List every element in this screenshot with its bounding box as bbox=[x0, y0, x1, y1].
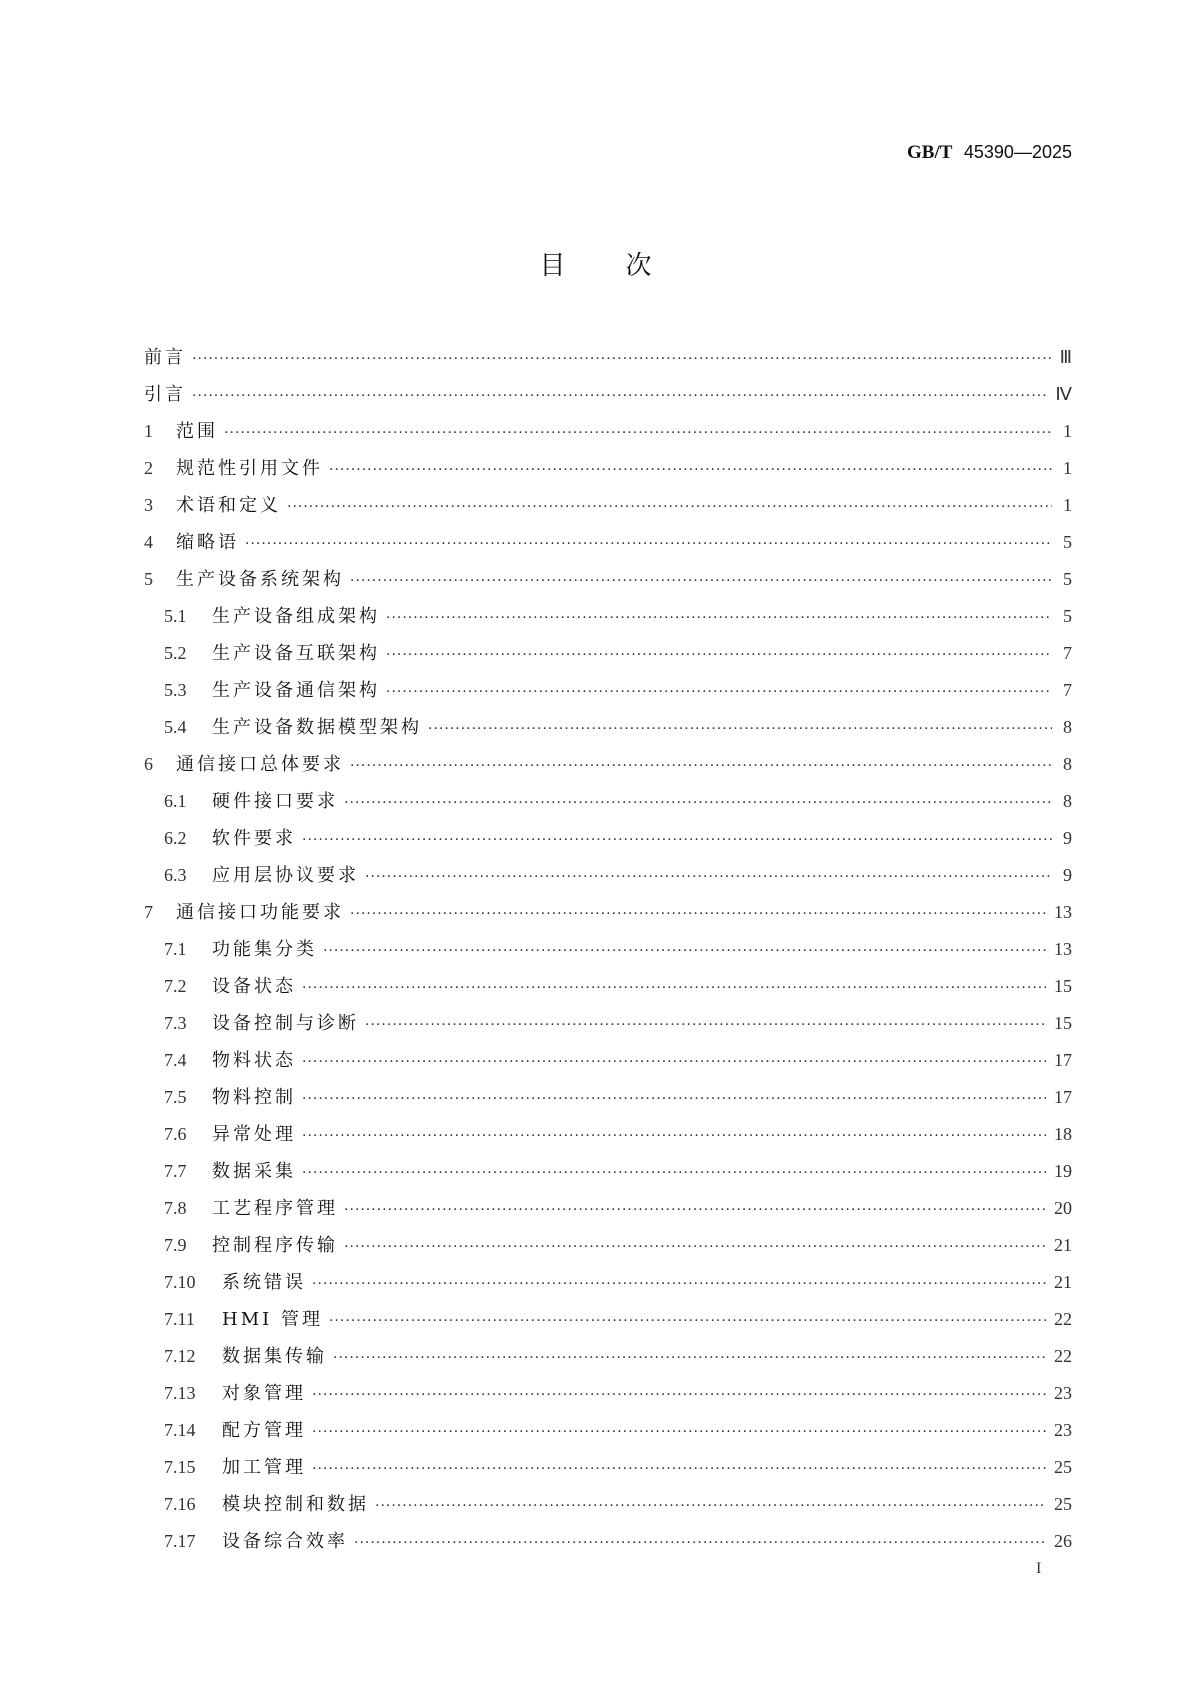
toc-entry-page: 26 bbox=[1054, 1531, 1072, 1551]
toc-entry-number: 7.14 bbox=[164, 1420, 196, 1440]
dot-leader bbox=[192, 388, 1047, 404]
toc-entry-label: 系统错误 bbox=[222, 1272, 306, 1293]
toc-entry-number: 3 bbox=[144, 495, 153, 515]
toc-entry-label: 范围 bbox=[176, 421, 218, 442]
dot-leader bbox=[302, 1091, 1046, 1107]
toc-entry[interactable] bbox=[144, 1416, 1072, 1453]
dot-leader bbox=[302, 1128, 1046, 1144]
toc-entry-number: 6.3 bbox=[164, 865, 187, 885]
toc-entry-number: 5 bbox=[144, 569, 153, 589]
toc-entry-number: 6 bbox=[144, 754, 153, 774]
toc-entry-page: 25 bbox=[1054, 1494, 1072, 1514]
toc-entry[interactable] bbox=[144, 676, 1072, 713]
toc-entry-number: 7.5 bbox=[164, 1087, 187, 1107]
toc-entry[interactable] bbox=[144, 1194, 1072, 1231]
toc-entry-page: 1 bbox=[1063, 421, 1072, 441]
page-number: I bbox=[1036, 1560, 1042, 1577]
toc-entry-number: 7.10 bbox=[164, 1272, 196, 1292]
toc-entry-page: 23 bbox=[1054, 1420, 1072, 1440]
toc-entry-label: 功能集分类 bbox=[212, 939, 317, 960]
toc-entry[interactable] bbox=[144, 1157, 1072, 1194]
toc-entry-number: 7.4 bbox=[164, 1050, 187, 1070]
toc-entry-label: 应用层协议要求 bbox=[212, 865, 359, 886]
toc-entry-number: 7.8 bbox=[164, 1198, 187, 1218]
toc-entry[interactable] bbox=[144, 1342, 1072, 1379]
toc-entry-label: 数据集传输 bbox=[222, 1346, 327, 1367]
toc-entry-label: 硬件接口要求 bbox=[212, 791, 338, 812]
toc-entry-label: 配方管理 bbox=[222, 1420, 306, 1441]
toc-entry-page: 7 bbox=[1063, 643, 1072, 663]
toc-entry-page: 21 bbox=[1054, 1235, 1072, 1255]
toc-entry[interactable] bbox=[144, 972, 1072, 1009]
dot-leader bbox=[375, 1498, 1046, 1514]
toc-entry-number: 5.4 bbox=[164, 717, 187, 737]
toc-entry-label: 生产设备互联架构 bbox=[212, 643, 380, 664]
dot-leader bbox=[323, 943, 1046, 959]
toc-entry-number: 7.6 bbox=[164, 1124, 187, 1144]
toc-entry-number: 5.3 bbox=[164, 680, 187, 700]
dot-leader bbox=[329, 462, 1052, 478]
toc-entry-label: 软件要求 bbox=[212, 828, 296, 849]
toc-entry-page: 22 bbox=[1054, 1309, 1072, 1329]
toc-entry[interactable] bbox=[144, 380, 1072, 417]
dot-leader bbox=[312, 1461, 1046, 1477]
toc-entry-number: 2 bbox=[144, 458, 153, 478]
toc-entry[interactable] bbox=[144, 565, 1072, 602]
toc-entry-label: 引言 bbox=[144, 384, 186, 405]
toc-entry[interactable] bbox=[144, 787, 1072, 824]
toc-entry-number: 7.2 bbox=[164, 976, 187, 996]
toc-entry-number: 5.1 bbox=[164, 606, 187, 626]
toc-entry[interactable] bbox=[144, 1268, 1072, 1305]
toc-entry-page: 25 bbox=[1054, 1457, 1072, 1477]
toc-entry[interactable] bbox=[144, 491, 1072, 528]
toc-entry-page: 7 bbox=[1063, 680, 1072, 700]
toc-entry-label: 物料控制 bbox=[212, 1087, 296, 1108]
standard-number bbox=[907, 142, 1072, 164]
standard-id: 45390—2025 bbox=[963, 142, 1072, 162]
toc-entry-page: 13 bbox=[1054, 902, 1072, 922]
toc-entry[interactable] bbox=[144, 1046, 1072, 1083]
toc-entry-page: 21 bbox=[1054, 1272, 1072, 1292]
toc-entry[interactable] bbox=[144, 1231, 1072, 1268]
toc-entry-label: 生产设备通信架构 bbox=[212, 680, 380, 701]
toc-entry-page: 8 bbox=[1063, 791, 1072, 811]
toc-entry-page: 17 bbox=[1054, 1050, 1072, 1070]
toc-entry-page: 19 bbox=[1054, 1161, 1072, 1181]
toc-entry-number: 5.2 bbox=[164, 643, 187, 663]
toc-entry-page: 8 bbox=[1063, 754, 1072, 774]
dot-leader bbox=[350, 573, 1052, 589]
toc-entry-page: 15 bbox=[1054, 1013, 1072, 1033]
dot-leader bbox=[302, 980, 1046, 996]
toc-entry-page: 5 bbox=[1063, 532, 1072, 552]
toc-entry-page: 22 bbox=[1054, 1346, 1072, 1366]
toc-entry-page: 15 bbox=[1054, 976, 1072, 996]
toc-entry[interactable] bbox=[144, 1490, 1072, 1527]
toc-entry-page: Ⅲ bbox=[1059, 347, 1072, 367]
dot-leader bbox=[365, 1017, 1046, 1033]
toc-entry-label: 物料状态 bbox=[212, 1050, 296, 1071]
toc-entry-number: 7.13 bbox=[164, 1383, 196, 1403]
toc-entry[interactable] bbox=[144, 343, 1072, 380]
toc-entry-label: 通信接口功能要求 bbox=[176, 902, 344, 923]
toc-entry[interactable] bbox=[144, 750, 1072, 787]
dot-leader bbox=[386, 647, 1052, 663]
toc-entry-page: 1 bbox=[1063, 458, 1072, 478]
dot-leader bbox=[344, 1202, 1046, 1218]
toc-entry[interactable] bbox=[144, 1305, 1072, 1342]
toc-entry-number: 4 bbox=[144, 532, 153, 552]
dot-leader bbox=[428, 721, 1052, 737]
toc-entry[interactable] bbox=[144, 639, 1072, 676]
dot-leader bbox=[302, 832, 1052, 848]
toc-entry-label: 工艺程序管理 bbox=[212, 1198, 338, 1219]
toc-entry-label: 模块控制和数据 bbox=[222, 1494, 369, 1515]
toc-entry[interactable] bbox=[144, 1009, 1072, 1046]
toc-entry[interactable] bbox=[144, 417, 1072, 454]
toc-entry-page: 8 bbox=[1063, 717, 1072, 737]
toc-entry[interactable] bbox=[144, 824, 1072, 861]
toc-entry-page: 18 bbox=[1054, 1124, 1072, 1144]
dot-leader bbox=[350, 906, 1046, 922]
standard-code: GB/T bbox=[907, 142, 953, 163]
toc-entry[interactable] bbox=[144, 1453, 1072, 1490]
dot-leader bbox=[333, 1350, 1046, 1366]
toc-entry-page: 13 bbox=[1054, 939, 1072, 959]
dot-leader bbox=[386, 684, 1052, 700]
toc-entry-number: 7.7 bbox=[164, 1161, 187, 1181]
dot-leader bbox=[287, 499, 1052, 515]
toc-entry-number: 7 bbox=[144, 902, 153, 922]
toc-entry-number: 7.3 bbox=[164, 1013, 187, 1033]
dot-leader bbox=[192, 351, 1052, 367]
toc-entry[interactable] bbox=[144, 1120, 1072, 1157]
dot-leader bbox=[245, 536, 1052, 552]
dot-leader bbox=[302, 1054, 1046, 1070]
toc-entry-label: 生产设备数据模型架构 bbox=[212, 717, 422, 738]
toc-entry[interactable] bbox=[144, 602, 1072, 639]
toc-entry-label: 通信接口总体要求 bbox=[176, 754, 344, 775]
dot-leader bbox=[312, 1387, 1046, 1403]
toc-entry-number: 7.9 bbox=[164, 1235, 187, 1255]
toc-entry-number: 7.16 bbox=[164, 1494, 196, 1514]
toc-entry-label: 设备综合效率 bbox=[222, 1531, 348, 1552]
toc-entry-page: 5 bbox=[1063, 569, 1072, 589]
toc-entry-page: 5 bbox=[1063, 606, 1072, 626]
toc-entry-label: 异常处理 bbox=[212, 1124, 296, 1145]
toc-entry-number: 7.11 bbox=[164, 1309, 195, 1329]
toc-entry-page: 17 bbox=[1054, 1087, 1072, 1107]
toc-entry-label: 术语和定义 bbox=[176, 495, 281, 516]
dot-leader bbox=[354, 1535, 1046, 1551]
dot-leader bbox=[350, 758, 1052, 774]
toc-entry-number: 1 bbox=[144, 421, 153, 441]
toc-entry-label: 对象管理 bbox=[222, 1383, 306, 1404]
toc-entry[interactable] bbox=[144, 935, 1072, 972]
toc-entry[interactable] bbox=[144, 1527, 1072, 1564]
toc-entry-label: 规范性引用文件 bbox=[176, 458, 323, 479]
toc-entry-page: 23 bbox=[1054, 1383, 1072, 1403]
dot-leader bbox=[302, 1165, 1046, 1181]
toc-entry-page: 1 bbox=[1063, 495, 1072, 515]
toc-entry-number: 7.12 bbox=[164, 1346, 196, 1366]
toc-entry-label: 设备控制与诊断 bbox=[212, 1013, 359, 1034]
toc-entry[interactable] bbox=[144, 713, 1072, 750]
dot-leader bbox=[386, 610, 1052, 626]
toc-entry-label: 设备状态 bbox=[212, 976, 296, 997]
toc-entry-label: 前言 bbox=[144, 347, 186, 368]
dot-leader bbox=[312, 1276, 1046, 1292]
dot-leader bbox=[329, 1313, 1046, 1329]
toc-entry-label: 缩略语 bbox=[176, 532, 239, 553]
toc-entry-label: HMI 管理 bbox=[222, 1309, 323, 1330]
dot-leader bbox=[344, 1239, 1046, 1255]
toc-entry[interactable] bbox=[144, 1379, 1072, 1416]
toc-entry-label: 加工管理 bbox=[222, 1457, 306, 1478]
toc-entry-label: 生产设备系统架构 bbox=[176, 569, 344, 590]
toc-entry-number: 6.1 bbox=[164, 791, 187, 811]
dot-leader bbox=[344, 795, 1052, 811]
dot-leader bbox=[312, 1424, 1046, 1440]
table-of-contents bbox=[144, 343, 1072, 1564]
toc-entry-label: 生产设备组成架构 bbox=[212, 606, 380, 627]
toc-entry-page: 20 bbox=[1054, 1198, 1072, 1218]
toc-entry[interactable] bbox=[144, 1083, 1072, 1120]
toc-entry[interactable] bbox=[144, 528, 1072, 565]
toc-entry-page: Ⅳ bbox=[1055, 384, 1072, 404]
toc-entry-number: 7.17 bbox=[164, 1531, 196, 1551]
toc-entry-page: 9 bbox=[1063, 865, 1072, 885]
dot-leader bbox=[365, 869, 1052, 885]
toc-entry[interactable] bbox=[144, 898, 1072, 935]
dot-leader bbox=[224, 425, 1052, 441]
toc-entry-label: 数据采集 bbox=[212, 1161, 296, 1182]
page-title: 目次 bbox=[539, 251, 712, 281]
toc-entry[interactable] bbox=[144, 861, 1072, 898]
toc-entry-page: 9 bbox=[1063, 828, 1072, 848]
toc-entry-number: 6.2 bbox=[164, 828, 187, 848]
toc-entry-number: 7.1 bbox=[164, 939, 187, 959]
toc-entry[interactable] bbox=[144, 454, 1072, 491]
toc-entry-number: 7.15 bbox=[164, 1457, 196, 1477]
toc-entry-label: 控制程序传输 bbox=[212, 1235, 338, 1256]
